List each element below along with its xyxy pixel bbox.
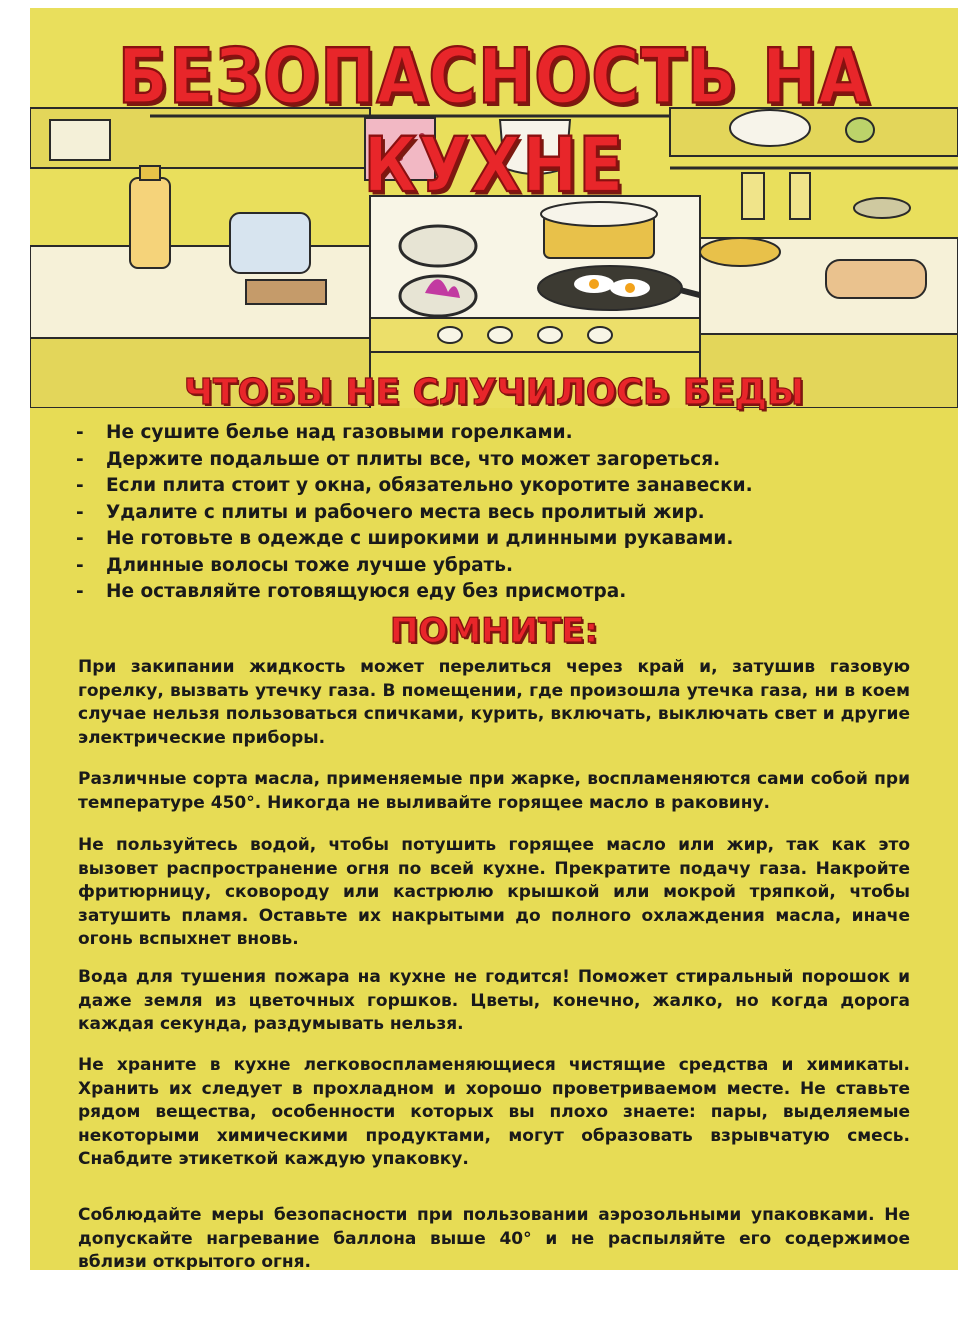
tip-text: Не сушите белье над газовыми горелками. xyxy=(106,422,573,443)
tips-list xyxy=(76,420,946,606)
tip-text: Удалите с плиты и рабочего места весь пролитый жир. xyxy=(106,501,705,523)
remember-heading: ПОМНИТЕ: xyxy=(389,611,599,651)
list-item: - Не сушите белье над газовыми горелками. xyxy=(76,422,573,443)
list-item: - Держите подальше от плиты все, что может загореться. xyxy=(76,448,721,470)
tips-heading: ЧТОБЫ НЕ СЛУЧИЛОСЬ БЕДЫ xyxy=(183,372,805,413)
list-item: - Если плита стоит у окна, обязательно укоротите занавески. xyxy=(76,475,753,496)
tip-text: Если плита стоит у окна, обязательно укоротите занавески. xyxy=(106,475,753,496)
paragraph-no-water: Не пользуйтесь водой, чтобы потушить горящее масло или жир, так как это вызовет распространение огня по всей кухне. Прекратите подачу газа. Накройте фритюрницу, сковороду или кастрюлю крышкой или мокрой тряпкой, чтобы затушить пламя. Оставьте их накрытыми до полного охлаждения масла, иначе огонь вспыхнет вновь. xyxy=(78,835,910,949)
paragraph-chemicals: Не храните в кухне легковоспламеняющиеся чистящие средства и химикаты. Хранить их следует в прохладном и хорошо проветриваемом месте. Не ставьте рядом вещества, особенности которых вы плохо знаете: пары, выделяемые некоторыми химическими продуктами, могут образовать взрывчатую смесь. Снабдите этикеткой каждую упаковку. xyxy=(78,1055,910,1169)
paragraph-aerosols: Соблюдайте меры безопасности при пользовании аэрозольными упаковками. Не допускайте нагревание баллона выше 40° и не распыляйте его содержимое вблизи открытого огня. xyxy=(78,1205,910,1270)
tip-text: Не оставляйте готовящуюся еду без присмотра. xyxy=(106,581,627,602)
paragraph-gas-leak: При закипании жидкость может перелиться через край и, затушив газовую горелку, вызвать утечку газа. В помещении, где произошла утечка газа, ни в коем случае нельзя пользоваться спичками, курить, включать, выключать свет и другие электрические приборы. xyxy=(78,657,910,748)
paragraph-extinguish: Вода для тушения пожара на кухне не годится! Поможет стиральный порошок и даже земля из цветочных горшков. Цветы, конечно, жалко, но когда дорога каждая секунда, раздумывать нельзя. xyxy=(78,967,910,1034)
list-item: - Удалите с плиты и рабочего места весь пролитый жир. xyxy=(76,501,705,523)
poster-title: БЕЗОПАСНОСТЬ НА КУХНЕ xyxy=(117,32,871,210)
paragraph-oil-ignition: Различные сорта масла, применяемые при жарке, воспламеняются сами собой при температуре 450°. Никогда не выливайте горящее масло в раковину. xyxy=(78,769,910,813)
tip-text: Держите подальше от плиты все, что может загореться. xyxy=(106,448,721,470)
safety-poster xyxy=(30,8,958,1270)
list-item: - Длинные волосы тоже лучше убрать. xyxy=(76,554,514,576)
tip-text: Длинные волосы тоже лучше убрать. xyxy=(106,554,514,576)
list-item: - Не готовьте в одежде с широкими и длинными рукавами. xyxy=(76,528,734,549)
tip-text: Не готовьте в одежде с широкими и длинными рукавами. xyxy=(106,528,734,549)
list-item: - Не оставляйте готовящуюся еду без присмотра. xyxy=(76,581,627,602)
